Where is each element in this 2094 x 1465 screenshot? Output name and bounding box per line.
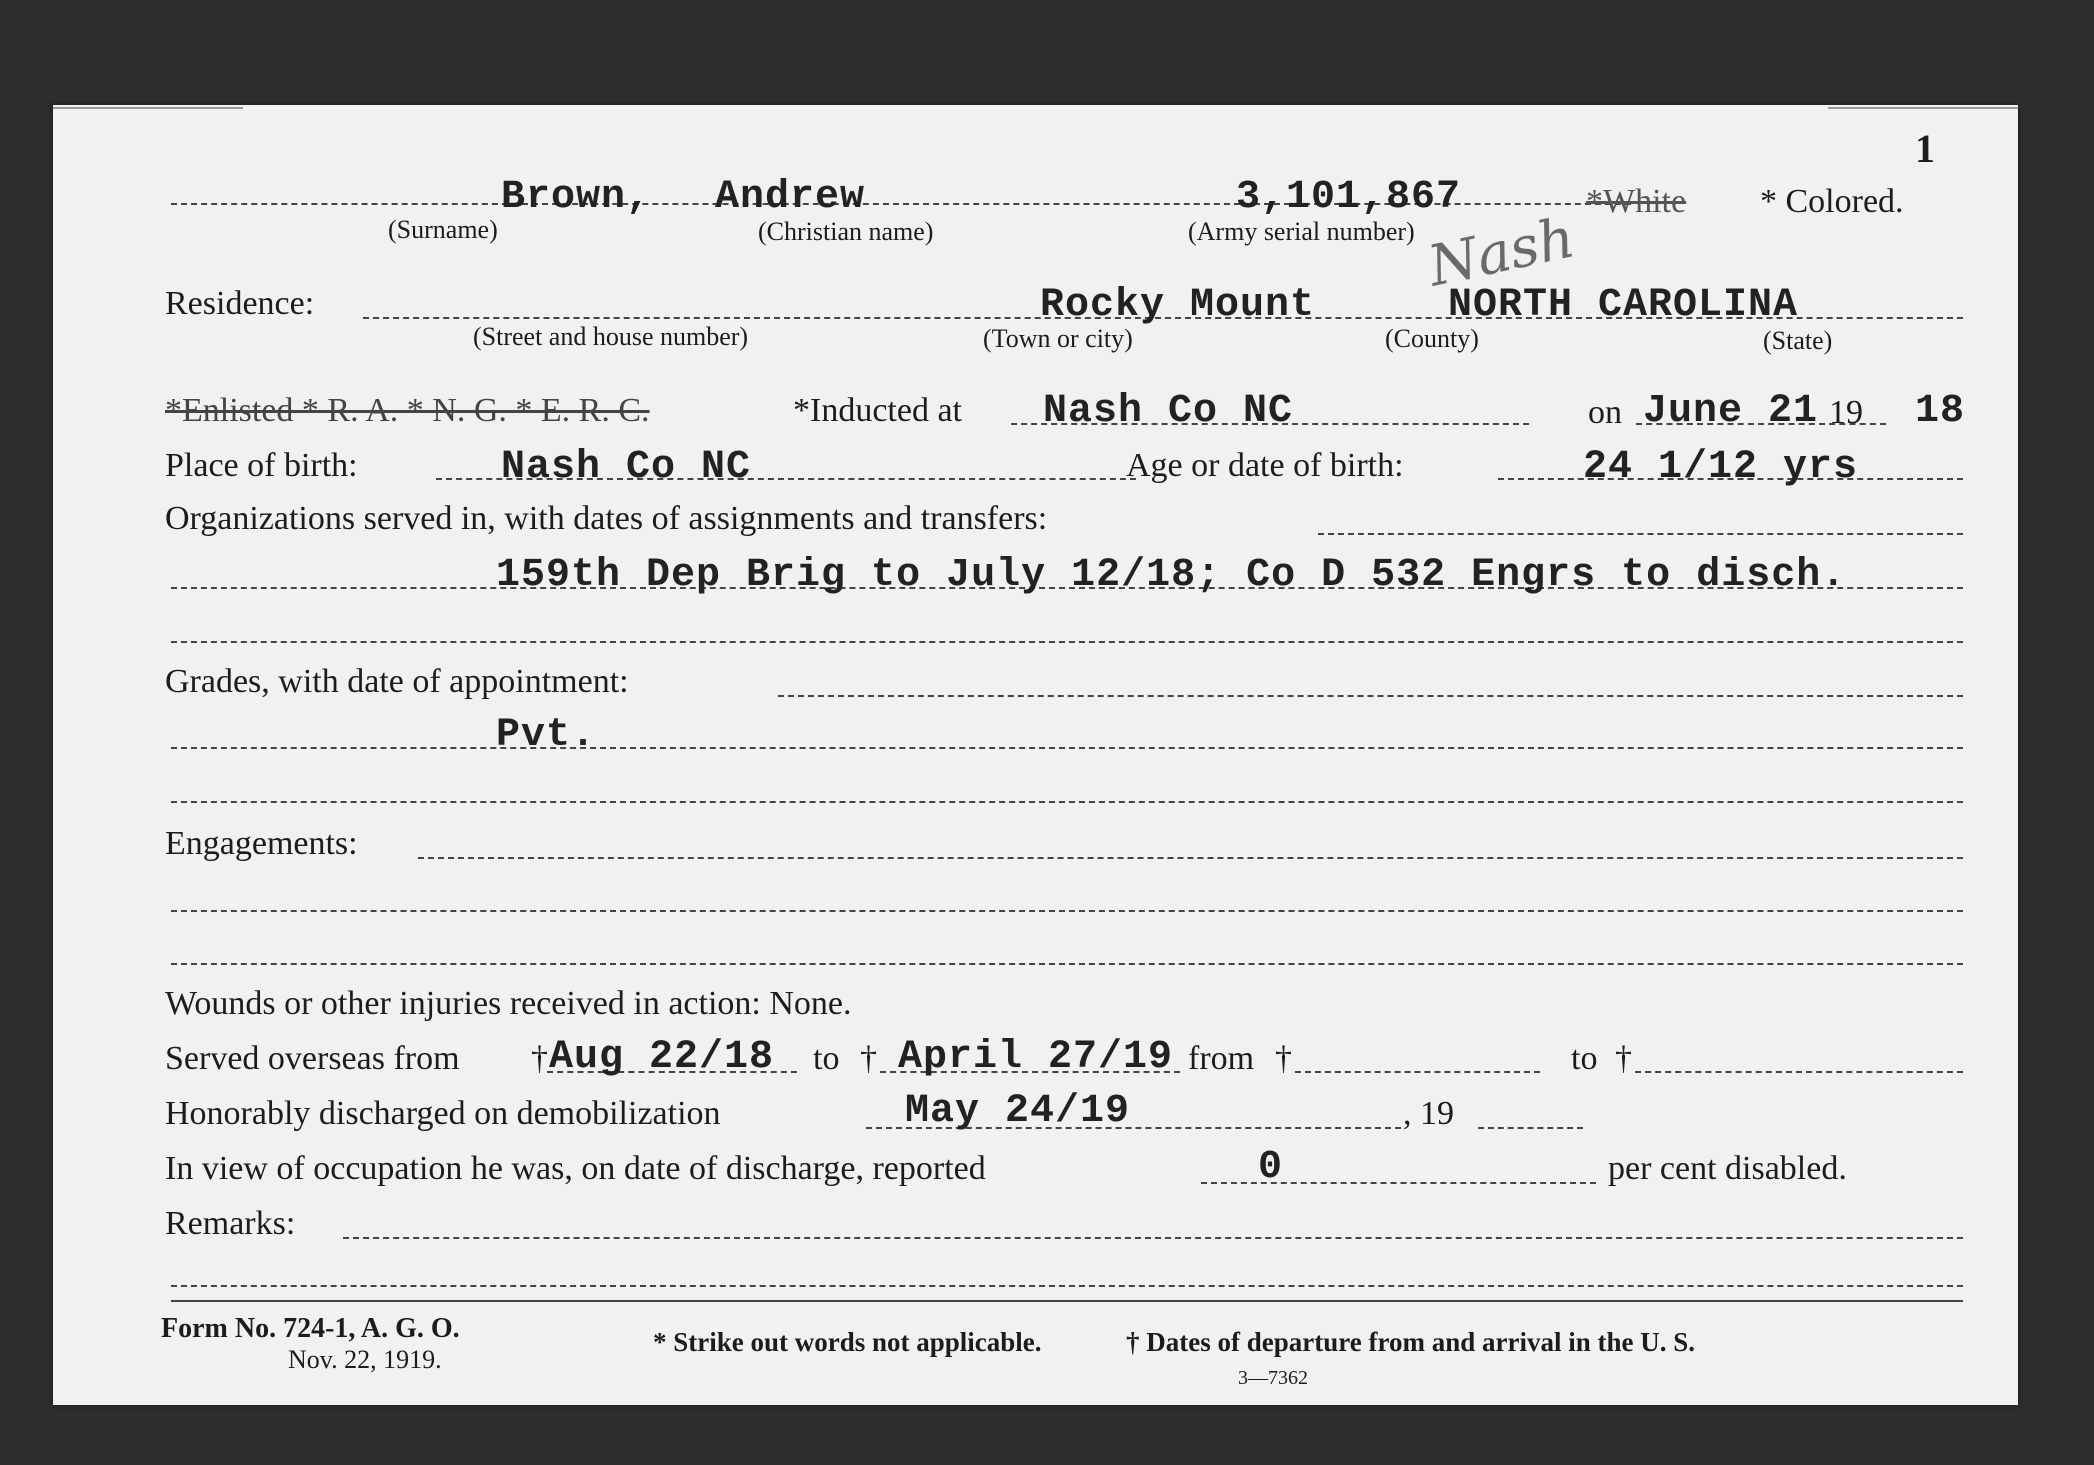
grades-label: Grades, with date of appointment: <box>165 663 629 700</box>
overseas-to-label: to <box>813 1040 840 1077</box>
form-number: Form No. 724-1, A. G. O. <box>161 1313 460 1344</box>
on-label: on <box>1588 394 1622 431</box>
from2-label: from <box>1188 1040 1255 1077</box>
remarks-line-2 <box>171 1285 1963 1287</box>
race-colored: * Colored. <box>1760 183 1904 220</box>
age-value: 24 1/12 yrs <box>1583 445 1859 490</box>
to2-label: to <box>1571 1040 1598 1077</box>
form-date: Nov. 22, 1919. <box>288 1345 442 1374</box>
engagements-line-3 <box>171 963 1963 965</box>
age-label: Age or date of birth: <box>1126 447 1404 484</box>
dagger-1: † <box>531 1040 548 1077</box>
overseas-to-value: April 27/19 <box>898 1035 1174 1080</box>
grades-line-2 <box>171 747 1963 749</box>
top-rule-left <box>53 107 243 109</box>
race-white-struck: *White <box>1586 183 1687 220</box>
year-prefix: 19 <box>1829 394 1863 431</box>
serial-number-value: 3,101,867 <box>1236 175 1462 220</box>
town-value: Rocky Mount <box>1040 283 1316 328</box>
state-caption: (State) <box>1763 326 1833 355</box>
discharge-year-suffix: , 19 <box>1403 1095 1454 1132</box>
footnote-strike: * Strike out words not applicable. <box>653 1327 1042 1357</box>
serial-caption: (Army serial number) <box>1188 217 1415 246</box>
print-code: 3—7362 <box>1238 1367 1308 1389</box>
dagger-4: † <box>1615 1040 1632 1077</box>
town-caption: (Town or city) <box>983 324 1133 353</box>
top-rule-right <box>1828 107 2018 109</box>
surname-value: Brown, <box>501 175 652 220</box>
remarks-label: Remarks: <box>165 1205 296 1242</box>
county-caption: (County) <box>1385 324 1479 353</box>
dagger-2: † <box>860 1040 877 1077</box>
footnote-dates: † Dates of departure from and arrival in the U. S. <box>1126 1327 1695 1357</box>
grade-value: Pvt. <box>496 713 597 758</box>
inducted-label: *Inducted at <box>793 392 962 429</box>
discharge-date-value: May 24/19 <box>905 1089 1131 1134</box>
birthplace-label: Place of birth: <box>165 447 358 484</box>
organizations-line-3 <box>171 641 1963 643</box>
card-number: 1 <box>1915 126 1935 171</box>
county-handwritten: Nash <box>1422 205 1581 300</box>
street-caption: (Street and house number) <box>473 322 749 351</box>
from2-line <box>1295 1071 1540 1073</box>
engagements-label: Engagements: <box>165 825 358 862</box>
to2-line <box>1635 1071 1963 1073</box>
disability-suffix: per cent disabled. <box>1608 1150 1847 1187</box>
footer-rule <box>171 1300 1963 1302</box>
organizations-line-1 <box>1318 533 1963 535</box>
inducted-place-value: Nash Co NC <box>1043 389 1294 434</box>
overseas-from-value: Aug 22/18 <box>549 1035 775 1080</box>
overseas-label: Served overseas from <box>165 1040 460 1077</box>
engagements-line-1 <box>418 857 1963 859</box>
state-value: NORTH CAROLINA <box>1448 283 1799 328</box>
induction-date-value: June 21 <box>1643 389 1819 434</box>
residence-label: Residence: <box>165 285 315 322</box>
grades-line-3 <box>171 801 1963 803</box>
induction-year-value: 18 <box>1915 389 1966 434</box>
disability-value: 0 <box>1258 1145 1284 1190</box>
discharge-year-line <box>1478 1127 1583 1129</box>
organizations-label: Organizations served in, with dates of assignments and transfers: <box>165 500 1048 537</box>
grades-line-1 <box>778 695 1963 697</box>
disability-label: In view of occupation he was, on date of discharge, reported <box>165 1150 986 1187</box>
wounds-text: Wounds or other injuries received in action: None. <box>165 985 852 1022</box>
service-record-card <box>53 105 2018 1405</box>
engagements-line-2 <box>171 910 1963 912</box>
remarks-line-1 <box>343 1237 1963 1239</box>
christian-name-value: Andrew <box>715 175 866 220</box>
birthplace-value: Nash Co NC <box>501 445 752 490</box>
discharge-label: Honorably discharged on demobilization <box>165 1095 721 1132</box>
surname-caption: (Surname) <box>388 215 498 244</box>
organizations-value: 159th Dep Brig to July 12/18; Co D 532 Engrs to disch. <box>496 553 1847 598</box>
enlistment-options-struck: *Enlisted * R. A. * N. G. * E. R. C. <box>165 392 650 429</box>
dagger-3: † <box>1275 1040 1292 1077</box>
christian-name-caption: (Christian name) <box>758 217 934 246</box>
